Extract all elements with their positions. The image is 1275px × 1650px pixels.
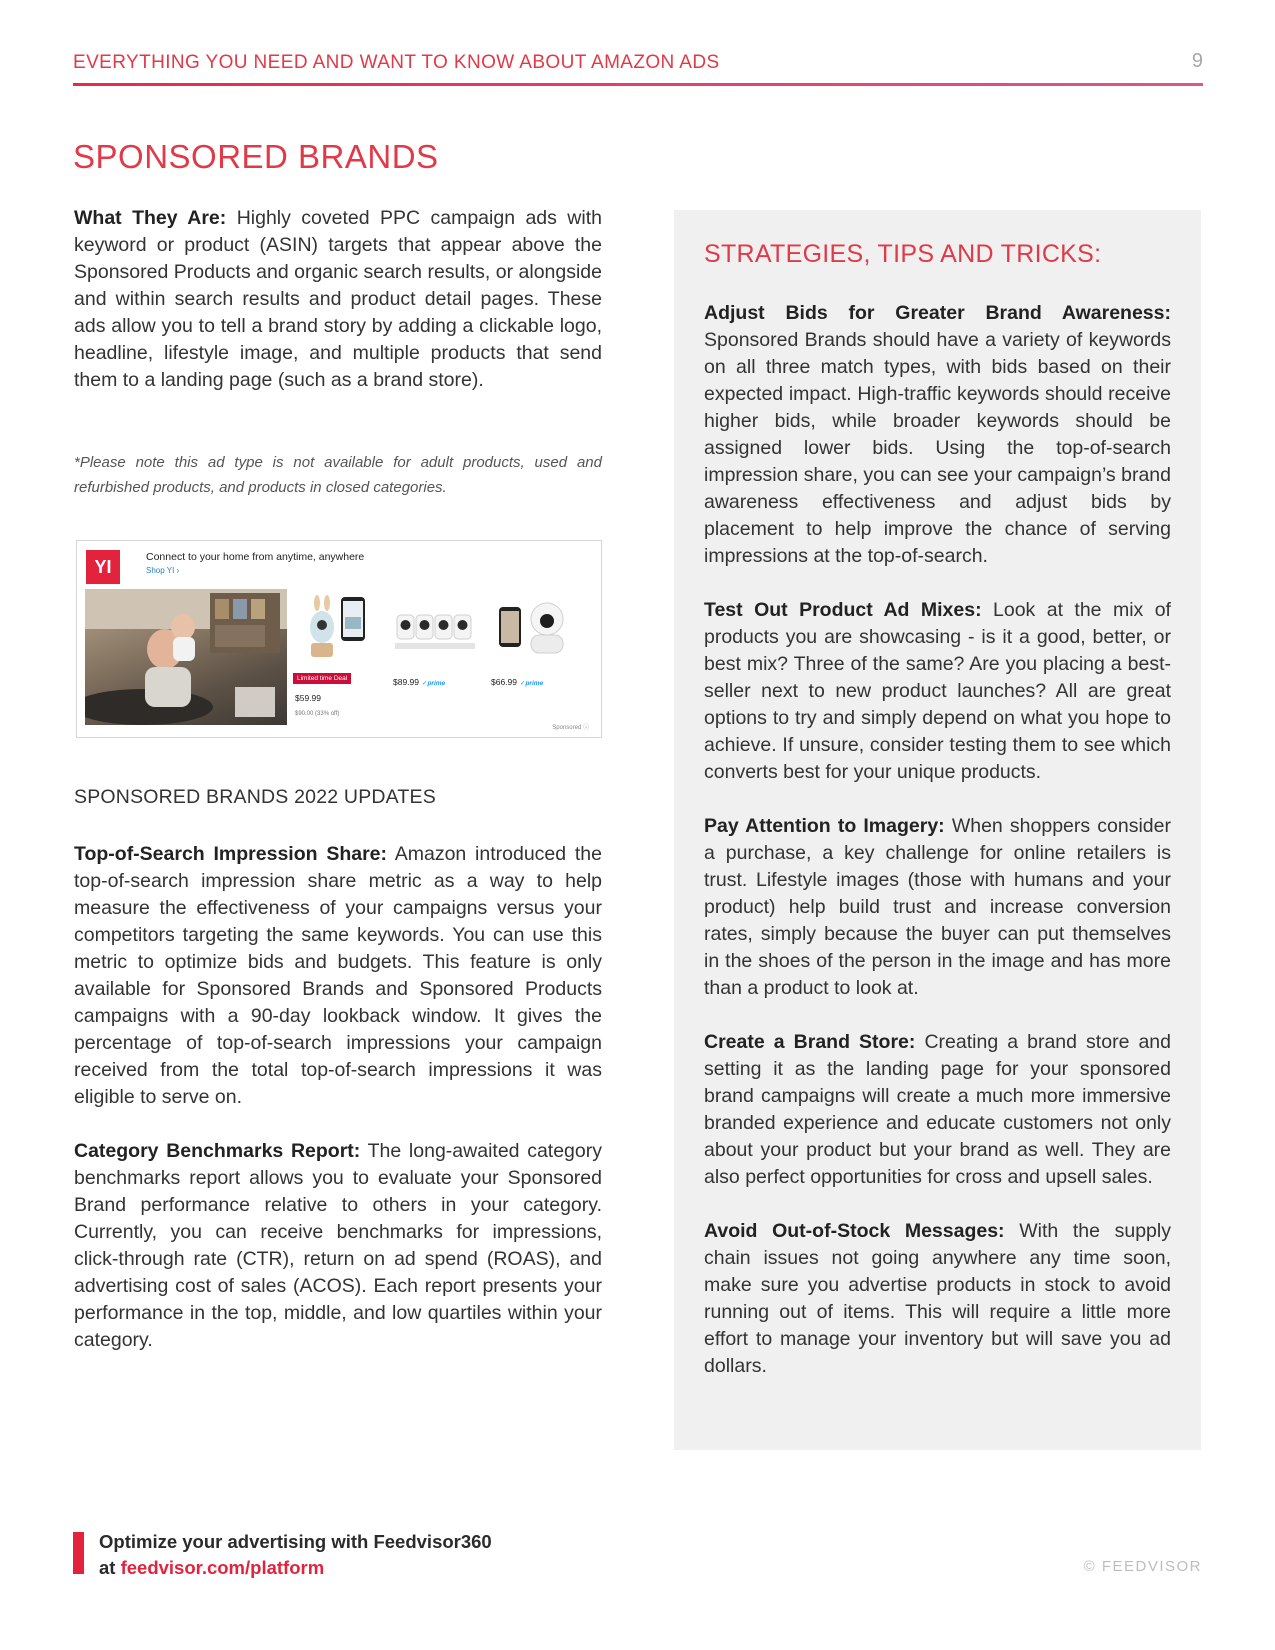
platform-link[interactable]: feedvisor.com/platform <box>120 1557 325 1578</box>
prime-badge: ✓prime <box>520 680 544 687</box>
ad-headline: Connect to your home from anytime, anywhere <box>146 551 365 563</box>
updates-heading: SPONSORED BRANDS 2022 UPDATES <box>74 786 436 808</box>
tip-text: Sponsored Brands should have a variety of keywords on all three match types, with bids based on their expected impact. High-traffic keywords should receive higher bids, while broader keywords should be assigned lower bids. Using the top-of-search impression share, you can see your campaign’s brand awareness effectiveness and adjust bids by placement to help improve the chance of serving impressions at the top-of-search. <box>704 329 1171 567</box>
intro-paragraph <box>74 205 602 394</box>
page-header <box>73 50 1203 86</box>
lifestyle-image <box>85 589 287 725</box>
tip-item <box>704 1218 1171 1380</box>
tip-text: Look at the mix of products you are showcasing - is it a good, better, or best mix? Three of the same? Are you placing a best-seller next to new product launches? All are great options to try and simply depend on what you hope to achieve. If unsure, consider testing them to see which converts best for your unique products. <box>704 599 1171 783</box>
tip-item <box>704 300 1171 570</box>
shop-link: Shop YI › <box>146 566 180 575</box>
update-item <box>74 1138 602 1354</box>
deal-badge: Limited time Deal <box>293 673 351 684</box>
update-item <box>74 841 602 1111</box>
page-number: 9 <box>1191 50 1203 72</box>
product-card <box>485 589 581 725</box>
header-divider <box>73 83 1203 86</box>
tip-text: When shoppers consider a purchase, a key challenge for online retailers is trust. Lifestyle images (those with humans and your product) help build trust and increase conversion rates, simply because the buyer can put themselves in the shoes of the person in the image and has more than a product to look at. <box>704 815 1171 999</box>
tip-item <box>704 1029 1171 1191</box>
tip-label: Pay Attention to Imagery: <box>704 815 945 837</box>
intro-text: Highly coveted PPC campaign ads with keyword or product (ASIN) targets that appear above the Sponsored Products and organic search results, or alongside and within search results and product detail pages. These ads allow you to tell a brand story by adding a clickable logo, headline, lifestyle image, and multiple products that send them to a landing page (such as a brand store). <box>74 207 602 391</box>
prime-badge: ✓prime <box>422 680 446 687</box>
baby-monitor-product-image <box>297 595 377 665</box>
header-title: EVERYTHING YOU NEED AND WANT TO KNOW ABOUT AMAZON ADS <box>73 52 720 73</box>
tips-panel <box>674 210 1201 1450</box>
sponsored-brand-ad-example <box>76 540 602 738</box>
lifestyle-illustration <box>85 589 287 725</box>
footer-cta-link-line: at feedvisor.com/platform <box>99 1557 325 1578</box>
pan-tilt-camera-product-image <box>493 595 573 665</box>
tip-label: Avoid Out-of-Stock Messages: <box>704 1220 1005 1242</box>
update-label: Top-of-Search Impression Share: <box>74 843 388 865</box>
tips-list <box>704 300 1171 1380</box>
copyright: © FEEDVISOR <box>1083 1558 1202 1575</box>
update-text: Amazon introduced the top-of-search impression share metric as a way to help measure the effectiveness of your campaigns versus your competitors targeting the same keywords. You can use this metric to optimize bids and budgets. This feature is only available for Sponsored Brands and Sponsored Products campaigns with a 90-day lookback window. It gives the percentage of top-of-search impressions your campaign received from the total top-of-search impressions it was eligible to serve on. <box>74 843 602 1108</box>
updates-section <box>74 841 602 1354</box>
tip-text: Creating a brand store and setting it as the landing page for your sponsored brand campaigns will create a much more immersive branded experience and educate customers not only about your product but your brand as well. They are also perfect opportunities for cross and upsell sales. <box>704 1031 1171 1188</box>
tip-item <box>704 813 1171 1002</box>
availability-note: *Please note this ad type is not available for adult products, used and refurbished products, and products in closed categories. <box>74 454 602 496</box>
sponsored-label: Sponsored ⓘ <box>552 725 589 731</box>
product-price: $59.99 <box>295 693 321 703</box>
footer-cta: Optimize your advertising with Feedvisor360 <box>99 1531 492 1552</box>
tip-label: Test Out Product Ad Mixes: <box>704 599 982 621</box>
intro-section <box>74 205 602 394</box>
tip-label: Create a Brand Store: <box>704 1031 916 1053</box>
tip-text: With the supply chain issues not going anywhere any time soon, make sure you advertise products in stock to avoid running out of items. This will require a little more effort to manage your inventory but will save you ad dollars. <box>704 1220 1171 1377</box>
section-title: SPONSORED BRANDS <box>73 138 439 175</box>
footer-accent-bar <box>73 1532 84 1574</box>
product-price: $89.99 ✓prime <box>393 677 446 687</box>
update-label: Category Benchmarks Report: <box>74 1140 361 1162</box>
update-text: The long-awaited category benchmarks report allows you to evaluate your Sponsored Brand performance relative to others in your category. Currently, you can receive benchmarks for impressions, click-through rate (CTR), return on ad spend (ROAS), and advertising cost of sales (ACOS). Each report presents your performance in the top, middle, and low quartiles within your category. <box>74 1140 602 1351</box>
tip-label: Adjust Bids for Greater Brand Awareness: <box>704 302 1171 324</box>
tip-item <box>704 597 1171 786</box>
product-card <box>289 589 385 725</box>
product-price: $66.99 ✓prime <box>491 677 544 687</box>
intro-label: What They Are: <box>74 207 227 229</box>
product-was-price: $90.00 (33% off) <box>295 711 340 717</box>
brand-logo: YI <box>86 550 120 584</box>
camera-pack-product-image <box>395 595 475 665</box>
product-card <box>387 589 483 725</box>
tips-heading: STRATEGIES, TIPS AND TRICKS: <box>704 240 1102 268</box>
